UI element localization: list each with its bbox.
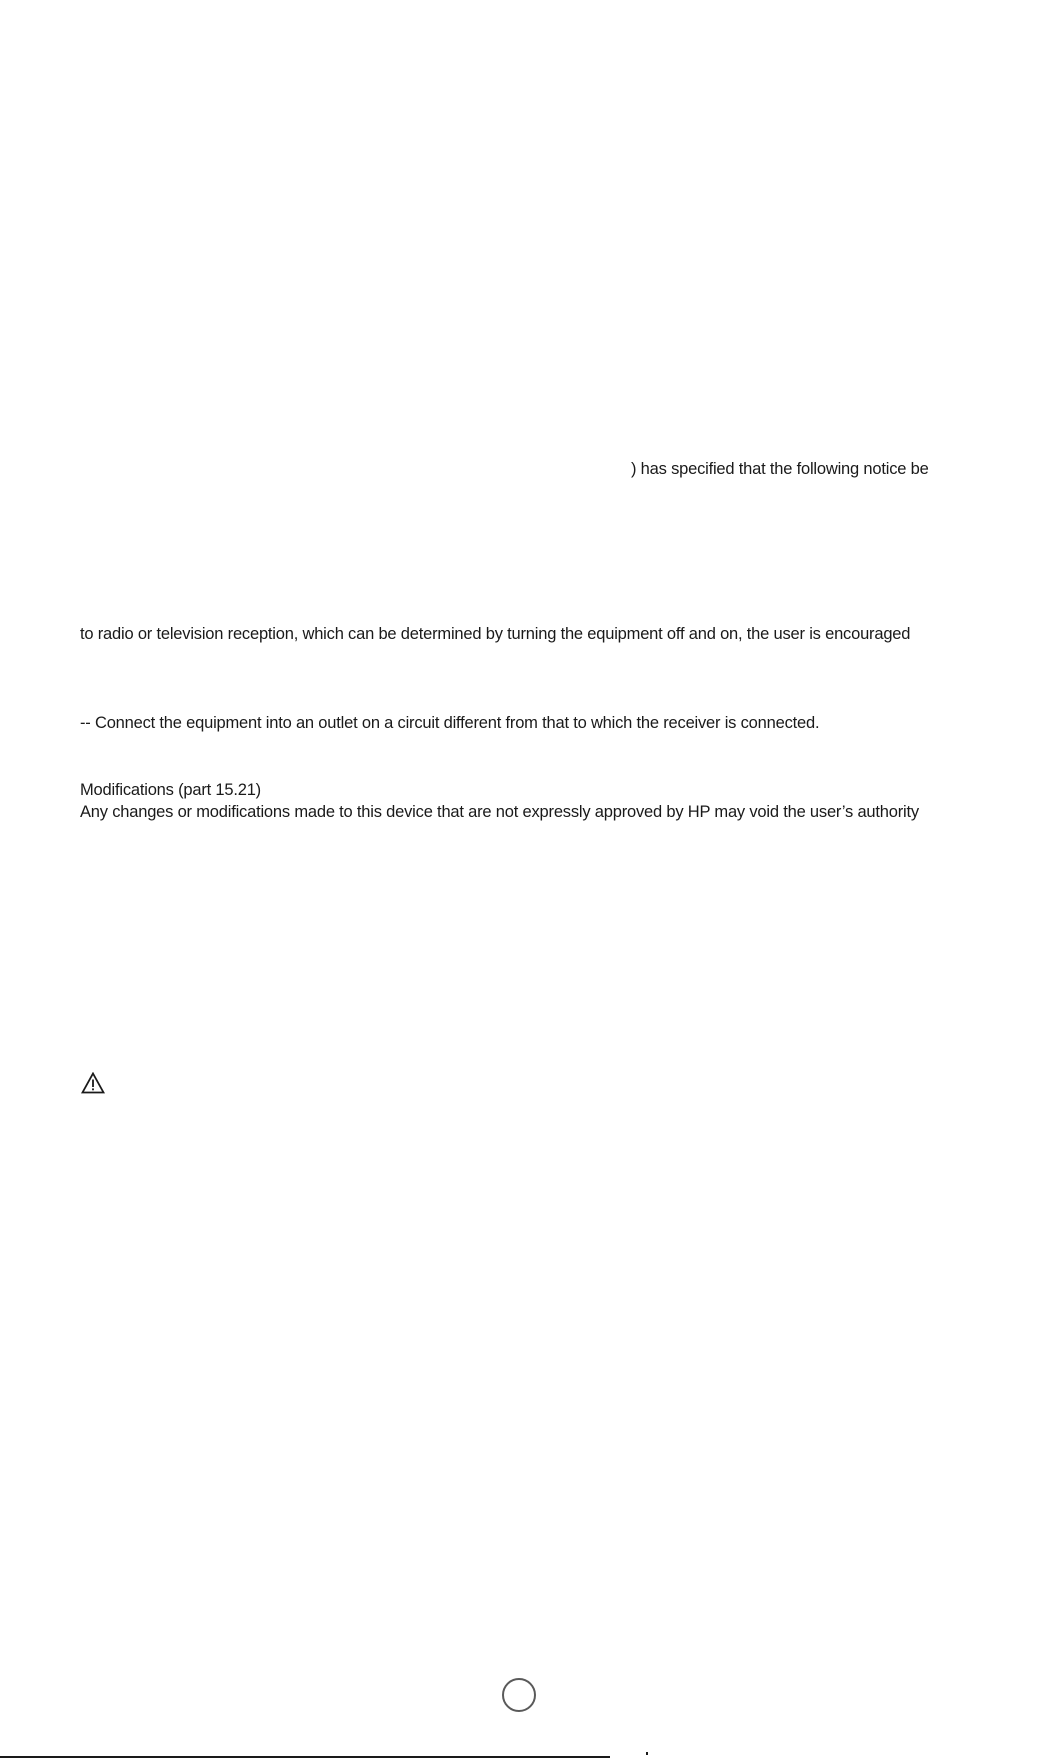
warning-triangle-icon xyxy=(81,1072,105,1094)
outlet-instruction-line: -- Connect the equipment into an outlet on a circuit different from that to which the receiver is connected. xyxy=(80,714,820,732)
modifications-heading: Modifications (part 15.21) xyxy=(80,781,261,799)
home-button[interactable] xyxy=(502,1678,536,1712)
modifications-text-line: Any changes or modifications made to this device that are not expressly approved by HP may void the user’s authority xyxy=(80,803,919,821)
bottom-divider xyxy=(0,1756,610,1758)
interference-text-line: to radio or television reception, which can be determined by turning the equipment off and on, the user is encouraged xyxy=(80,625,911,643)
notice-text-line: ) has specified that the following notice be xyxy=(631,460,929,478)
bottom-tick-mark xyxy=(646,1752,648,1755)
